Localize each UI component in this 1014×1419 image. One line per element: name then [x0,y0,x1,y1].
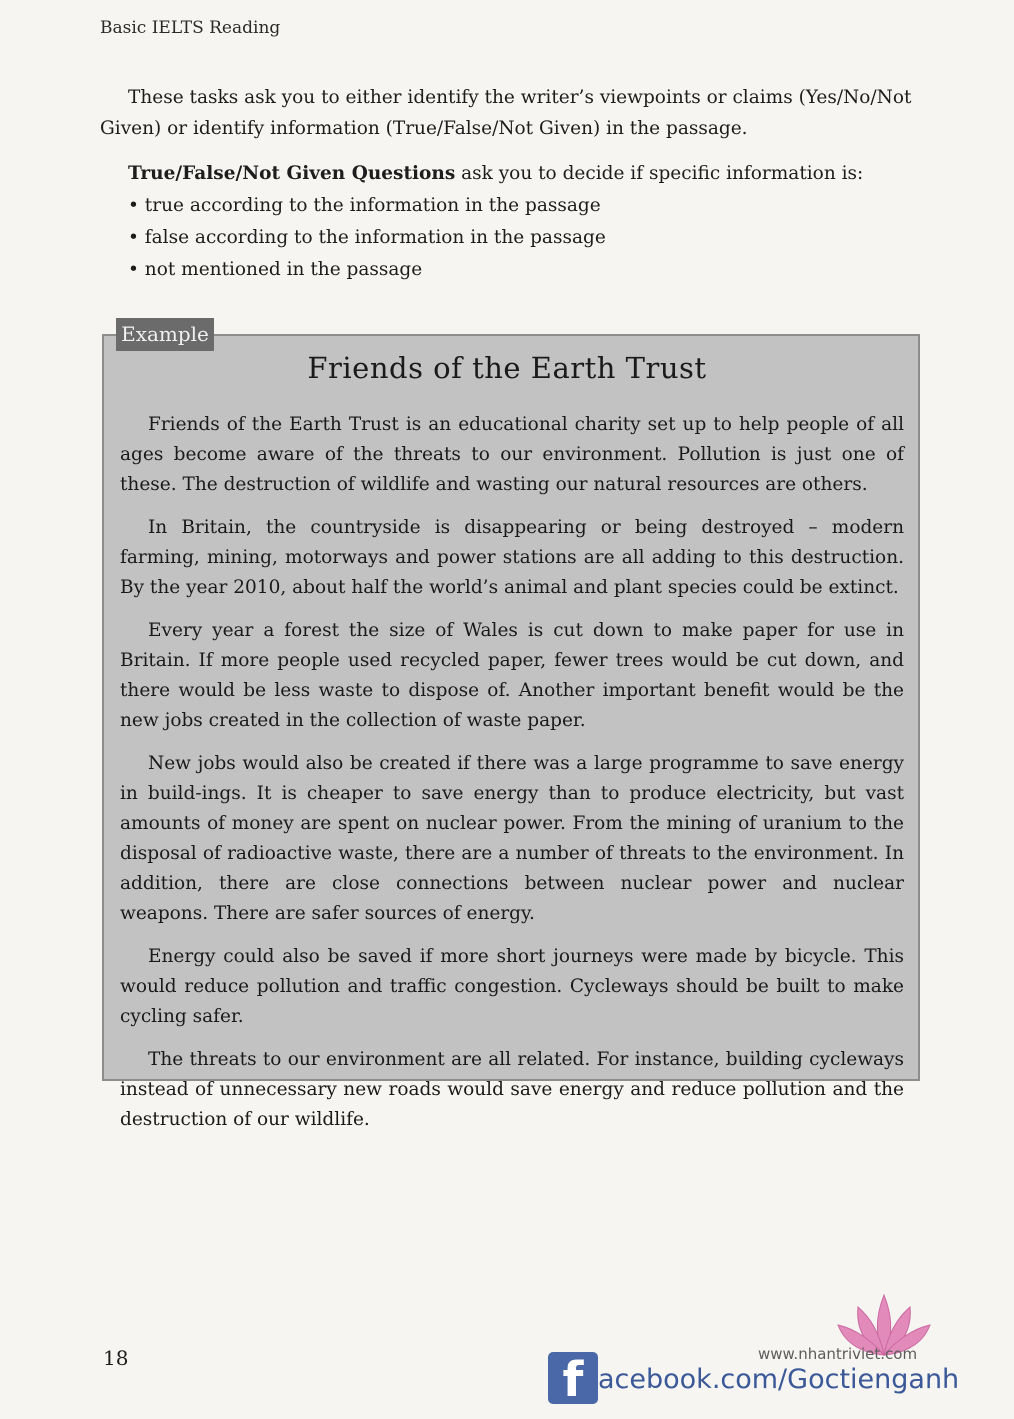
tfng-lead-rest: ask you to decide if specific information is: [455,163,864,184]
facebook-url: acebook.com/Goctienganh [598,1364,960,1395]
tfng-bullet: • not mentioned in the passage [128,254,923,286]
tfng-bullet-list [128,190,923,286]
passage-paragraph: The threats to our environment are all related. For instance, building cycleways instead of unnecessary new roads would save energy and reduce pollution and the destruction of our wildlife. [120,1049,904,1130]
passage-paragraph: Friends of the Earth Trust is an educational charity set up to help people of all ages become aware of the threats to our environment. Pollution is just one of these. The destruction of wildlife and wasting our natural resources are others. [120,414,904,495]
example-tab: Example [116,318,214,351]
tfng-lead [128,158,923,190]
passage-paragraph: In Britain, the countryside is disappearing or being destroyed – modern farming, mining, motorways and power stations are all adding to this destruction. By the year 2010, about half the world’s animal and plant species could be extinct. [120,517,904,598]
facebook-icon: f [548,1352,598,1404]
tfng-section [128,158,923,286]
example-passage [120,410,904,1148]
tfng-bullet: • true according to the information in the passage [128,190,923,222]
passage-paragraph: Energy could also be saved if more short journeys were made by bicycle. This would reduce pollution and traffic congestion. Cycleways should be built to make cycling safer. [120,946,904,1027]
intro-paragraph: These tasks ask you to either identify the writer’s viewpoints or claims (Yes/No/Not Given) or identify information (True/False/Not Given) in the passage. [100,87,912,139]
intro-section [100,82,925,144]
tfng-bullet: • false according to the information in the passage [128,222,923,254]
running-head: Basic IELTS Reading [100,18,281,38]
passage-paragraph: Every year a forest the size of Wales is cut down to make paper for use in Britain. If more people used recycled paper, fewer trees would be cut down, and there would be less waste to dispose of. Another important benefit would be the new jobs created in the collection of waste paper. [120,620,904,731]
tfng-lead-bold: True/False/Not Given Questions [128,163,456,184]
passage-paragraph: New jobs would also be created if there was a large programme to save energy in build-ings. It is cheaper to save energy than to produce electricity, but vast amounts of money are spent on nuclear power. From the mining of uranium to the disposal of radioactive waste, there are a number of threats to the environment. In addition, there are close connections between nuclear power and nuclear weapons. There are safer sources of energy. [120,753,904,924]
site-url: www.nhantriviet.com [758,1345,918,1363]
page-number: 18 [103,1346,129,1370]
example-title: Friends of the Earth Trust [307,351,707,385]
